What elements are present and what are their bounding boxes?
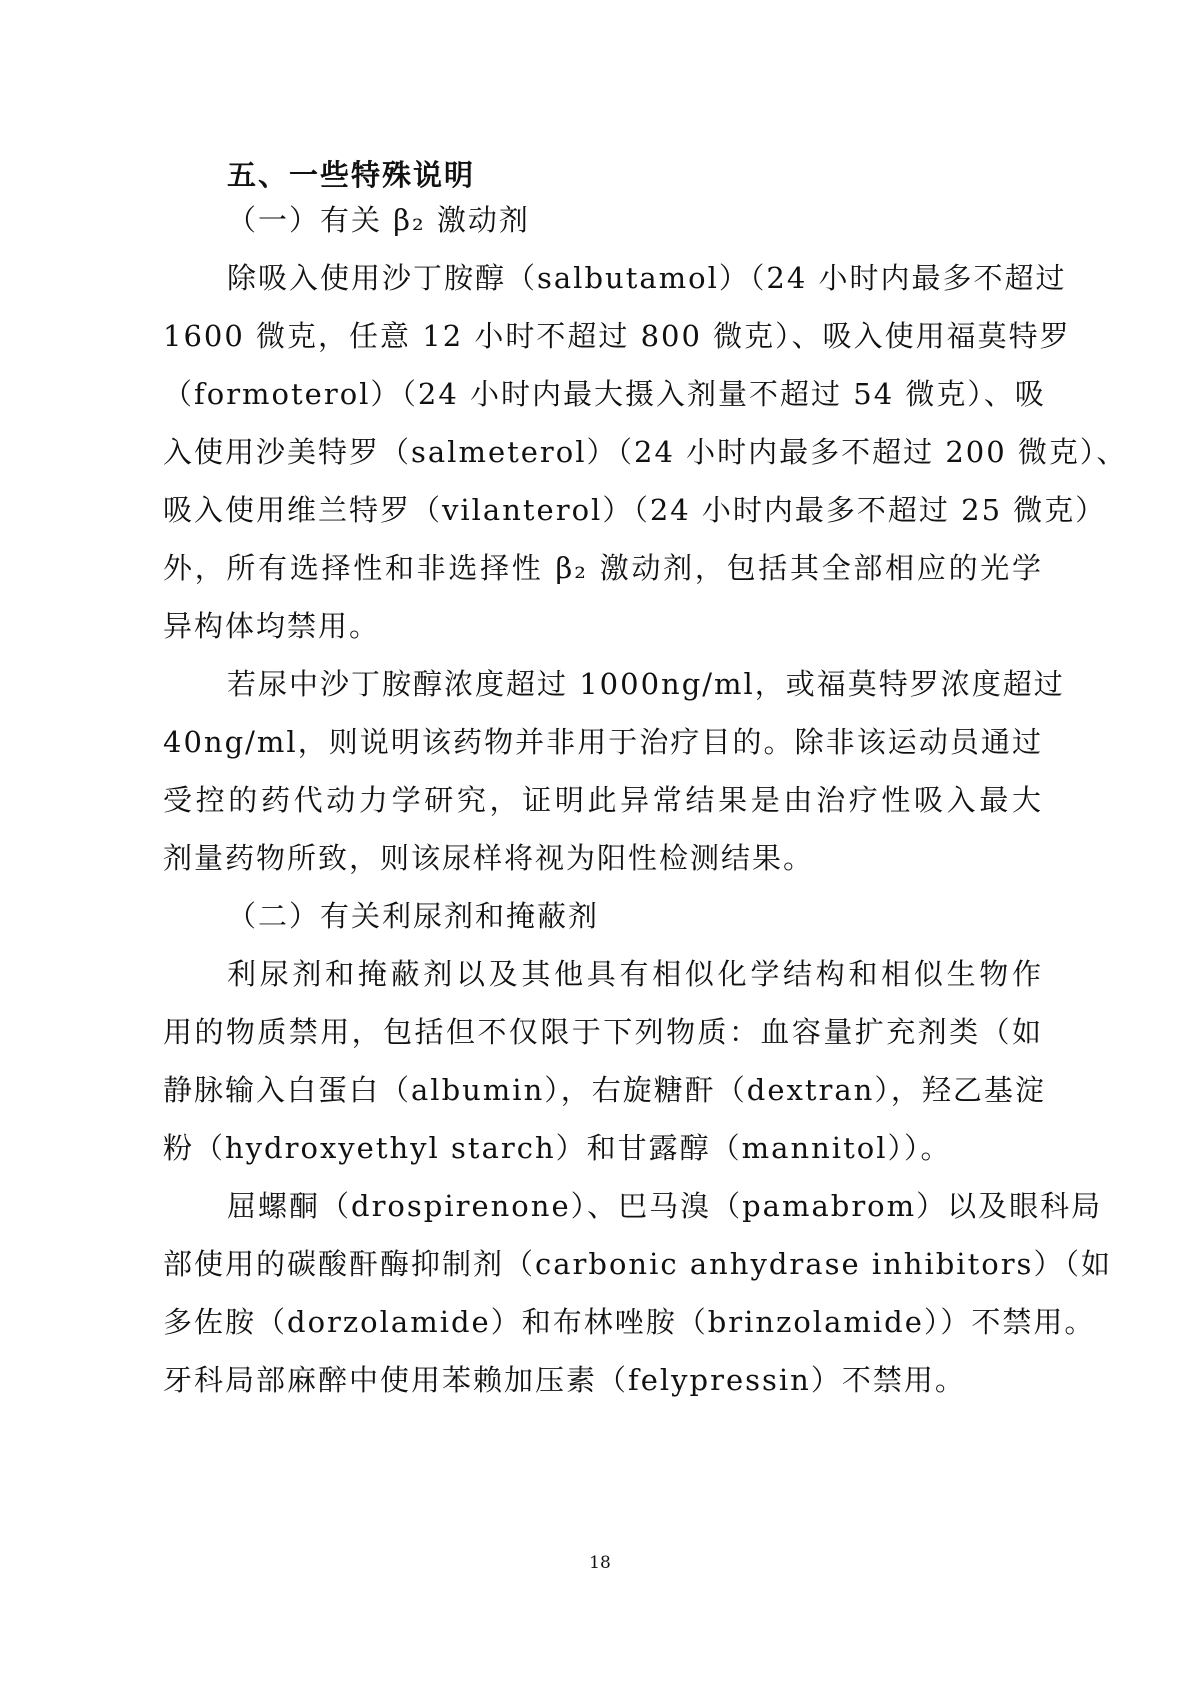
paragraph-line: 静脉输入白蛋白（albumin），右旋糖酐（dextran），羟乙基淀 — [163, 1073, 1046, 1107]
paragraph-line: 用的物质禁用，包括但不仅限于下列物质：血容量扩充剂类（如 — [163, 1015, 1043, 1049]
paragraph-line: 牙科局部麻醉中使用苯赖加压素（felypressin）不禁用。 — [163, 1363, 966, 1397]
section-title: 五、一些特殊说明 — [227, 158, 476, 192]
paragraph-line: 入使用沙美特罗（salmeterol）（24 小时内最多不超过 200 微克）、 — [163, 435, 1128, 469]
paragraph-line: 屈螺酮（drospirenone）、巴马溴（pamabrom）以及眼科局 — [227, 1189, 1103, 1223]
paragraph-line: 部使用的碳酸酐酶抑制剂（carbonic anhydrase inhibitors）（如 — [163, 1247, 1112, 1281]
page-number: 18 — [589, 1553, 611, 1573]
paragraph-line: 受控的药代动力学研究，证明此异常结果是由治疗性吸入最大 — [163, 783, 1043, 817]
paragraph-line: 粉（hydroxyethyl starch）和甘露醇（mannitol））。 — [163, 1131, 952, 1165]
paragraph-line: 利尿剂和掩蔽剂以及其他具有相似化学结构和相似生物作 — [227, 957, 1043, 991]
paragraph-line: 多佐胺（dorzolamide）和布林唑胺（brinzolamide））不禁用。 — [163, 1305, 1096, 1339]
paragraph-line: 若尿中沙丁胺醇浓度超过 1000ng/ml，或福莫特罗浓度超过 — [227, 667, 1065, 701]
subsection-heading-diuretics: （二）有关利尿剂和掩蔽剂 — [227, 899, 600, 933]
paragraph-line: 1600 微克，任意 12 小时不超过 800 微克）、吸入使用福莫特罗 — [163, 319, 1071, 353]
paragraph-line: 异构体均禁用。 — [163, 609, 381, 643]
paragraph-line: （formoterol）（24 小时内最大摄入剂量不超过 54 微克）、吸 — [163, 377, 1046, 411]
paragraph-line: 除吸入使用沙丁胺醇（salbutamol）（24 小时内最多不超过 — [227, 261, 1067, 295]
paragraph-line: 40ng/ml，则说明该药物并非用于治疗目的。除非该运动员通过 — [163, 725, 1043, 759]
paragraph-line: 外，所有选择性和非选择性 β₂ 激动剂，包括其全部相应的光学 — [163, 551, 1043, 585]
subsection-heading-beta2: （一）有关 β₂ 激动剂 — [227, 203, 530, 237]
paragraph-line: 剂量药物所致，则该尿样将视为阳性检测结果。 — [163, 841, 815, 875]
paragraph-line: 吸入使用维兰特罗（vilanterol）（24 小时内最多不超过 25 微克） — [163, 493, 1107, 527]
